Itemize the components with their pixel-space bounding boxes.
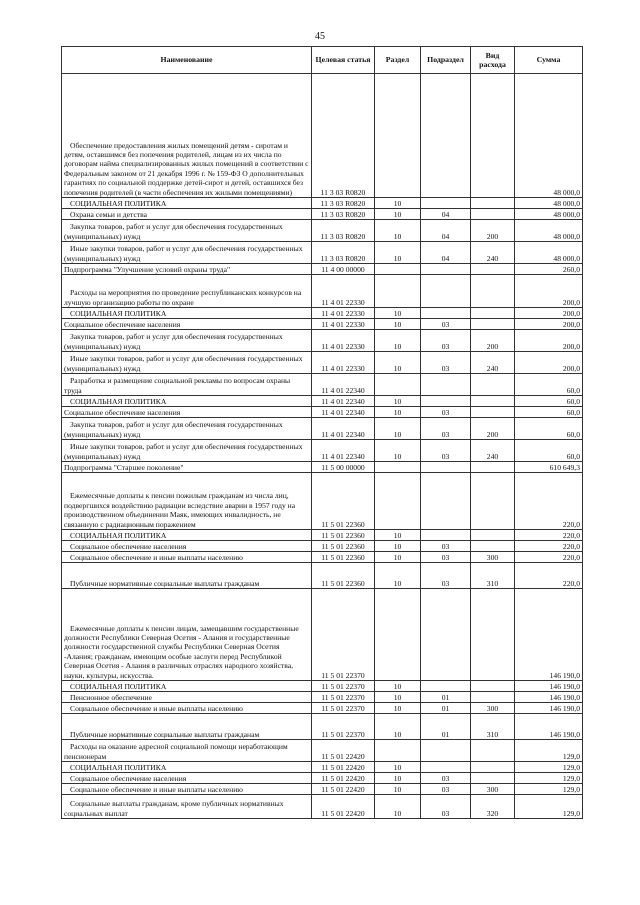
cell-section: 10 (375, 396, 421, 407)
cell-target: 11 4 01 22340 (312, 440, 375, 462)
cell-subsection (421, 275, 471, 308)
cell-target: 11 3 03 R0820 (312, 74, 375, 198)
cell-subsection: 04 (421, 242, 471, 264)
cell-target: 11 4 01 22340 (312, 374, 375, 396)
cell-subsection: 03 (421, 407, 471, 418)
cell-target: 11 4 01 22340 (312, 418, 375, 440)
table-row (62, 773, 583, 784)
cell-subsection (421, 589, 471, 681)
cell-target: 11 4 01 22330 (312, 308, 375, 319)
cell-section: 10 (375, 563, 421, 589)
cell-name: СОЦИАЛЬНАЯ ПОЛИТИКА (62, 762, 312, 773)
table-row (62, 264, 583, 275)
cell-name: Обеспечение предоставления жилых помещений детям - сиротам и детям, оставшимся без попечения родителей, лицам из их числа по договорам найма специализированных жилых помещений в соответствии с Федеральным законом от 21 декабря 1996 г. № 159-ФЗ О дополнительных гарантиях по социальной поддержке детей-сирот и детей, оставшихся без попечения родителей (в части обеспечения их жилыми помещениями) (62, 74, 312, 198)
cell-name: Социальное обеспечение населения (62, 773, 312, 784)
table-row (62, 563, 583, 589)
table-row (62, 473, 583, 530)
cell-sum: 610 649,3 (515, 462, 583, 473)
cell-name: Социальное обеспечение и иные выплаты населению (62, 552, 312, 563)
cell-subsection (421, 308, 471, 319)
cell-target: 11 5 01 22370 (312, 589, 375, 681)
cell-sum: 200,0 (515, 275, 583, 308)
cell-subsection: 03 (421, 440, 471, 462)
header-row (62, 47, 583, 74)
cell-section (375, 462, 421, 473)
cell-kind (471, 541, 515, 552)
cell-section (375, 473, 421, 530)
cell-sum: 129,0 (515, 740, 583, 762)
table-row (62, 330, 583, 352)
cell-sum: 129,0 (515, 795, 583, 819)
cell-name: Закупка товаров, работ и услуг для обеспечения государственных (муниципальных) нужд (62, 220, 312, 242)
cell-target: 11 3 03 R0820 (312, 220, 375, 242)
cell-sum: 146 190,0 (515, 681, 583, 692)
cell-kind: 300 (471, 552, 515, 563)
cell-section (375, 275, 421, 308)
cell-kind: 320 (471, 795, 515, 819)
cell-section: 10 (375, 352, 421, 374)
cell-name: Ежемесячные доплаты к пенсии лицам, замещавшим государственные должности Республики Северная Осетия - Алания и государственные должности государственной службы Республики Северная Осетия -Алания; гражданам, имеющим особые заслуги перед Республикой Северная Осетия - Алания в различных отраслях народного хозяйства, науки, культуры, искусства. (62, 589, 312, 681)
header-target: Целевая статья (312, 47, 375, 74)
cell-subsection (421, 74, 471, 198)
table-row (62, 352, 583, 374)
cell-kind: 310 (471, 563, 515, 589)
cell-section (375, 589, 421, 681)
cell-subsection: 03 (421, 795, 471, 819)
cell-sum: 220,0 (515, 541, 583, 552)
cell-name: СОЦИАЛЬНАЯ ПОЛИТИКА (62, 396, 312, 407)
cell-kind: 300 (471, 703, 515, 714)
cell-section: 10 (375, 530, 421, 541)
cell-sum: 129,0 (515, 773, 583, 784)
cell-sum: 48 000,0 (515, 198, 583, 209)
cell-kind (471, 275, 515, 308)
cell-section: 10 (375, 552, 421, 563)
table-row (62, 220, 583, 242)
cell-kind (471, 473, 515, 530)
cell-kind (471, 396, 515, 407)
cell-target: 11 5 01 22360 (312, 563, 375, 589)
cell-subsection (421, 374, 471, 396)
cell-name: Подпрограмма "Старшее поколение" (62, 462, 312, 473)
header-subsection: Подраздел (421, 47, 471, 74)
cell-sum: 60,0 (515, 374, 583, 396)
cell-name: Закупка товаров, работ и услуг для обеспечения государственных (муниципальных) нужд (62, 330, 312, 352)
cell-name: СОЦИАЛЬНАЯ ПОЛИТИКА (62, 681, 312, 692)
cell-section: 10 (375, 784, 421, 795)
page-number: 45 (315, 31, 325, 42)
cell-kind: 200 (471, 220, 515, 242)
cell-sum: 260,0 (515, 264, 583, 275)
cell-name: Публичные нормативные социальные выплаты гражданам (62, 714, 312, 740)
cell-sum: 220,0 (515, 563, 583, 589)
table-row (62, 714, 583, 740)
cell-sum: 200,0 (515, 330, 583, 352)
table-row (62, 319, 583, 330)
cell-name: Иные закупки товаров, работ и услуг для обеспечения государственных (муниципальных) нужд (62, 440, 312, 462)
cell-section: 10 (375, 198, 421, 209)
budget-table (61, 46, 583, 819)
cell-subsection: 03 (421, 552, 471, 563)
table-row (62, 198, 583, 209)
cell-subsection (421, 396, 471, 407)
cell-subsection: 03 (421, 541, 471, 552)
cell-section (375, 74, 421, 198)
cell-subsection: 03 (421, 784, 471, 795)
cell-name: Социальное обеспечение населения (62, 407, 312, 418)
cell-target: 11 5 01 22370 (312, 703, 375, 714)
table-row (62, 308, 583, 319)
cell-name: Охрана семьи и детства (62, 209, 312, 220)
cell-name: Иные закупки товаров, работ и услуг для обеспечения государственных (муниципальных) нужд (62, 352, 312, 374)
cell-subsection: 01 (421, 692, 471, 703)
cell-kind (471, 374, 515, 396)
table-row (62, 275, 583, 308)
table-row (62, 589, 583, 681)
cell-sum: 48 000,0 (515, 220, 583, 242)
cell-subsection (421, 681, 471, 692)
cell-target: 11 5 01 22360 (312, 541, 375, 552)
cell-target: 11 5 01 22370 (312, 692, 375, 703)
cell-name: Ежемесячные доплаты к пенсии пожилым гражданам из числа лиц, подвергшихся воздействию радиации вследствие аварии в 1957 году на производственном объединении Маяк, имеющих инвалидность, не связанную с радиационным поражением (62, 473, 312, 530)
cell-name: Иные закупки товаров, работ и услуг для обеспечения государственных (муниципальных) нужд (62, 242, 312, 264)
cell-kind (471, 462, 515, 473)
cell-section: 10 (375, 330, 421, 352)
cell-kind: 300 (471, 784, 515, 795)
cell-kind (471, 681, 515, 692)
table-row (62, 396, 583, 407)
table-row (62, 541, 583, 552)
cell-target: 11 5 01 22360 (312, 473, 375, 530)
cell-sum: 60,0 (515, 418, 583, 440)
cell-target: 11 4 01 22340 (312, 396, 375, 407)
cell-target: 11 5 01 22360 (312, 530, 375, 541)
cell-section: 10 (375, 703, 421, 714)
cell-target: 11 5 01 22420 (312, 795, 375, 819)
cell-section: 10 (375, 714, 421, 740)
table-row (62, 407, 583, 418)
cell-kind: 240 (471, 242, 515, 264)
cell-section: 10 (375, 209, 421, 220)
table-row (62, 692, 583, 703)
cell-subsection: 01 (421, 714, 471, 740)
cell-subsection (421, 762, 471, 773)
cell-subsection: 03 (421, 330, 471, 352)
cell-name: Подпрограмма "Улучшение условий охраны труда" (62, 264, 312, 275)
cell-name: СОЦИАЛЬНАЯ ПОЛИТИКА (62, 198, 312, 209)
table-row (62, 530, 583, 541)
cell-target: 11 4 01 22330 (312, 275, 375, 308)
cell-target: 11 3 03 R0820 (312, 242, 375, 264)
cell-subsection: 03 (421, 418, 471, 440)
cell-section: 10 (375, 440, 421, 462)
cell-kind: 240 (471, 352, 515, 374)
cell-kind (471, 762, 515, 773)
cell-subsection (421, 530, 471, 541)
cell-section: 10 (375, 308, 421, 319)
cell-kind (471, 773, 515, 784)
cell-name: Социальное обеспечение населения (62, 541, 312, 552)
cell-target: 11 5 00 00000 (312, 462, 375, 473)
cell-name: Социальное обеспечение и иные выплаты населению (62, 784, 312, 795)
cell-target: 11 5 01 22420 (312, 762, 375, 773)
cell-subsection (421, 264, 471, 275)
cell-subsection: 01 (421, 703, 471, 714)
header-sum: Сумма (515, 47, 583, 74)
cell-section: 10 (375, 418, 421, 440)
cell-sum: 220,0 (515, 530, 583, 541)
table-row (62, 703, 583, 714)
cell-section: 10 (375, 319, 421, 330)
table-row (62, 681, 583, 692)
cell-kind (471, 198, 515, 209)
cell-subsection (421, 198, 471, 209)
cell-name: Расходы на оказание адресной социальной помощи неработающим пенсионерам (62, 740, 312, 762)
cell-sum: 146 190,0 (515, 692, 583, 703)
cell-name: Разработка и размещение социальной рекламы по вопросам охраны труда (62, 374, 312, 396)
cell-sum: 48 000,0 (515, 242, 583, 264)
cell-sum: 200,0 (515, 308, 583, 319)
cell-name: Социальное обеспечение населения (62, 319, 312, 330)
cell-sum: 60,0 (515, 407, 583, 418)
cell-sum: 48 000,0 (515, 209, 583, 220)
table-row (62, 784, 583, 795)
cell-name: Публичные нормативные социальные выплаты гражданам (62, 563, 312, 589)
cell-section (375, 374, 421, 396)
cell-sum: 220,0 (515, 552, 583, 563)
table-row (62, 74, 583, 198)
cell-kind (471, 308, 515, 319)
cell-sum: 129,0 (515, 762, 583, 773)
cell-target: 11 4 01 22330 (312, 352, 375, 374)
cell-sum: 146 190,0 (515, 589, 583, 681)
header-name: Наименование (62, 47, 312, 74)
cell-target: 11 5 01 22420 (312, 784, 375, 795)
cell-target: 11 5 01 22370 (312, 714, 375, 740)
table-row (62, 418, 583, 440)
cell-kind (471, 692, 515, 703)
cell-section: 10 (375, 407, 421, 418)
cell-section (375, 740, 421, 762)
table-row (62, 552, 583, 563)
cell-kind: 200 (471, 418, 515, 440)
cell-kind (471, 209, 515, 220)
cell-subsection: 04 (421, 209, 471, 220)
table-row (62, 740, 583, 762)
cell-name: Закупка товаров, работ и услуг для обеспечения государственных (муниципальных) нужд (62, 418, 312, 440)
cell-section: 10 (375, 762, 421, 773)
cell-kind (471, 407, 515, 418)
table-row (62, 462, 583, 473)
cell-subsection: 04 (421, 220, 471, 242)
table-row (62, 242, 583, 264)
cell-sum: 220,0 (515, 473, 583, 530)
table-row (62, 209, 583, 220)
cell-name: Пенсионное обеспечение (62, 692, 312, 703)
cell-name: Социальное обеспечение и иные выплаты населению (62, 703, 312, 714)
cell-section: 10 (375, 692, 421, 703)
cell-name: СОЦИАЛЬНАЯ ПОЛИТИКА (62, 530, 312, 541)
cell-kind (471, 530, 515, 541)
cell-section: 10 (375, 242, 421, 264)
cell-name: Расходы на мероприятия по проведение республиканских конкурсов на лучшую организацию работы по охране (62, 275, 312, 308)
cell-sum: 200,0 (515, 352, 583, 374)
cell-kind: 200 (471, 330, 515, 352)
cell-target: 11 4 01 22330 (312, 330, 375, 352)
cell-target: 11 3 03 R0820 (312, 198, 375, 209)
cell-subsection: 03 (421, 563, 471, 589)
table-row (62, 440, 583, 462)
cell-section: 10 (375, 220, 421, 242)
header-section: Раздел (375, 47, 421, 74)
cell-section: 10 (375, 541, 421, 552)
cell-subsection: 03 (421, 352, 471, 374)
cell-subsection (421, 473, 471, 530)
cell-sum: 200,0 (515, 319, 583, 330)
cell-target: 11 4 01 22340 (312, 407, 375, 418)
cell-kind (471, 74, 515, 198)
cell-target: 11 5 01 22360 (312, 552, 375, 563)
cell-subsection (421, 740, 471, 762)
cell-target: 11 5 01 22420 (312, 740, 375, 762)
cell-kind (471, 740, 515, 762)
cell-target: 11 3 03 R0820 (312, 209, 375, 220)
cell-target: 11 5 01 22420 (312, 773, 375, 784)
header-kind: Вид расхода (471, 47, 515, 74)
cell-kind (471, 264, 515, 275)
cell-sum: 146 190,0 (515, 714, 583, 740)
cell-sum: 60,0 (515, 440, 583, 462)
cell-section: 10 (375, 773, 421, 784)
cell-target: 11 4 00 00000 (312, 264, 375, 275)
table-body (62, 74, 583, 819)
cell-sum: 60,0 (515, 396, 583, 407)
cell-kind (471, 319, 515, 330)
table-row (62, 795, 583, 819)
cell-kind: 240 (471, 440, 515, 462)
table-row (62, 374, 583, 396)
cell-kind: 310 (471, 714, 515, 740)
cell-sum: 129,0 (515, 784, 583, 795)
cell-section: 10 (375, 681, 421, 692)
cell-section: 10 (375, 795, 421, 819)
cell-name: Социальные выплаты гражданам, кроме публичных нормативных социальных выплат (62, 795, 312, 819)
cell-target: 11 4 01 22330 (312, 319, 375, 330)
cell-target: 11 5 01 22370 (312, 681, 375, 692)
cell-kind (471, 589, 515, 681)
cell-subsection (421, 462, 471, 473)
cell-subsection: 03 (421, 773, 471, 784)
cell-name: СОЦИАЛЬНАЯ ПОЛИТИКА (62, 308, 312, 319)
cell-sum: 48 000,0 (515, 74, 583, 198)
cell-subsection: 03 (421, 319, 471, 330)
table-row (62, 762, 583, 773)
cell-section (375, 264, 421, 275)
cell-sum: 146 190,0 (515, 703, 583, 714)
